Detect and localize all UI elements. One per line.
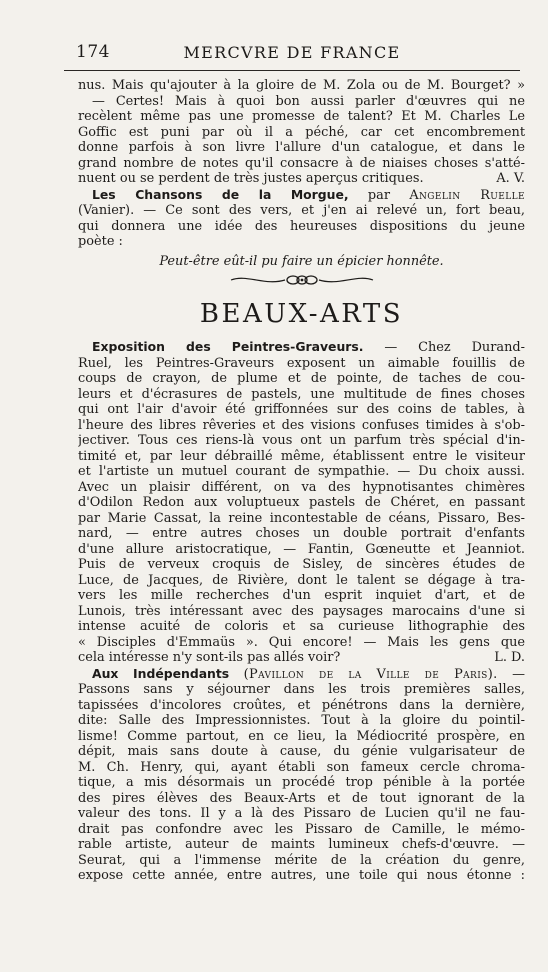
text-line: Goffic est puni par où il a péché, car cet encombrement: [78, 124, 525, 140]
review-heading-line: [78, 339, 525, 356]
text-line: Ruel, les Peintres-Graveurs exposent un aimable fouillis de: [78, 355, 525, 371]
text-line: expose cette année, entre autres, une toile qui nous étonne :: [78, 868, 525, 883]
review-title: Exposition des Peintres-Graveurs.: [92, 339, 364, 354]
text-line: et l'artiste un mutuel courant de sympathie. — Du choix aussi.: [78, 464, 525, 479]
text-line: poète :: [78, 234, 123, 249]
text-line: d'une allure aristocratique, — Fantin, Gœneutte et Jeanniot.: [78, 541, 525, 557]
text-line: lisme! Comme partout, en ce lieu, la Médiocrité prospère, en: [78, 728, 525, 744]
text-line: dite: Salle des Impressionnistes. Tout à la gloire du pointil-: [78, 713, 525, 728]
text-line: tapissées d'incolores croûtes, et pénétrons dans la dernière,: [78, 697, 525, 713]
review-author: Angelin Ruelle: [409, 187, 525, 203]
text-line: qui ont l'air d'avoir été griffonnées sur des coins de tables, à: [78, 402, 525, 417]
text-line: nuent ou se perdent de très justes aperçus critiques.: [78, 171, 424, 186]
running-title: MERCVRE DE FRANCE: [183, 43, 401, 62]
review-title: Les Chansons de la Morgue,: [92, 186, 349, 202]
text-line: cela intéresse n'y sont-ils pas allés voir?: [78, 650, 341, 665]
text-line: Seurat, qui a l'immense mérite de la création du genre,: [78, 852, 525, 868]
text-line: recèlent même pas une promesse de talent? Et M. Charles Le: [78, 109, 525, 124]
text-line: Puis de verveux croquis de Sisley, de sincères études de: [78, 557, 525, 572]
text-line: qui donnera une idée des heureuses dispositions du jeune: [78, 218, 525, 234]
text-line: drait pas confondre avec les Pissaro de Camille, le mémo-: [78, 821, 525, 837]
text-line: vers les mille recherches d'un esprit inquiet d'art, et de: [78, 588, 525, 603]
text-line: M. Ch. Henry, qui, ayant établi son fameux cercle chroma-: [78, 759, 525, 775]
text-line-signed: [78, 650, 525, 666]
page-number: 174: [76, 42, 110, 62]
quoted-verse: Peut-être eût-il pu faire un épicier honnête.: [159, 253, 444, 269]
text-line: intense acuité de coloris et sa curieuse lithographie des: [78, 619, 525, 634]
review-heading-line: [78, 666, 525, 683]
review-exposition: [78, 339, 525, 666]
text-line: valeur des tons. Il y a là des Pissaro de Lucien qu'il ne fau-: [78, 806, 525, 821]
author-signature: L. D.: [494, 650, 525, 665]
text-line: leurs et d'écrasures de pastels, une multitude de fines choses: [78, 386, 525, 402]
text-line: Luce, de Jacques, de Rivière, dont le talent se dégage à tra-: [78, 572, 525, 588]
intro-paragraph: [78, 78, 525, 187]
flourish-icon: [227, 273, 377, 287]
ornament-divider: [78, 273, 525, 289]
text-line: tique, a mis désormais un procédé trop pénible à la portée: [78, 775, 525, 790]
text-line: « Disciples d'Emmaüs ». Qui encore! — Mais les gens que: [78, 634, 525, 650]
text-line: dépit, mais sans doute à cause, du génie vulgarisateur de: [78, 744, 525, 759]
review-independants: [78, 666, 525, 884]
text-line: donne parfois à son livre l'allure d'un catalogue, et dans le: [78, 140, 525, 155]
text-line: Passons sans y séjourner dans les trois premières salles,: [78, 682, 525, 697]
text-line: grand nombre de notes qu'il consacre à de niaises choses s'atté-: [78, 155, 525, 171]
text-fragment: — Chez Durand-: [384, 340, 525, 355]
review-chansons: [78, 187, 525, 270]
page-body: [78, 78, 525, 884]
text-line: timité et, par leur débraillé même, établissent entre le visiteur: [78, 448, 525, 464]
text-line: nus. Mais qu'ajouter à la gloire de M. Zola ou de M. Bourget? »: [78, 78, 525, 93]
review-by: par: [367, 187, 391, 203]
page-header: [64, 40, 520, 71]
text-line: des pires élèves des Beaux-Arts et de tout ignorant de la: [78, 790, 525, 806]
text-fragment: —: [497, 666, 525, 682]
text-line: Lunois, très intéressant avec des paysages marocains d'une si: [78, 603, 525, 619]
review-heading-line: [78, 187, 525, 204]
text-line: — Certes! Mais à quoi bon aussi parler d'œuvres qui ne: [92, 93, 525, 109]
section-title: BEAUX-ARTS: [199, 299, 404, 329]
text-line: rable artiste, auteur de maints lumineux chefs-d'œuvre. —: [78, 837, 525, 852]
text-line-signed: [78, 171, 525, 187]
text-line: nard, — entre autres choses un double portrait d'enfants: [78, 526, 525, 541]
review-title: Aux Indépendants: [92, 665, 230, 681]
author-signature: A. V.: [496, 171, 525, 186]
text-line: d'Odilon Redon aux voluptueux pastels de Chéret, en passant: [78, 495, 525, 510]
review-venue: (Pavillon de la Ville de Paris).: [243, 666, 498, 682]
text-line: Avec un plaisir différent, on va des hypnotisantes chimères: [78, 479, 525, 495]
text-line: (Vanier). — Ce sont des vers, et j'en ai relevé un, fort beau,: [78, 203, 525, 218]
text-line: jectiver. Tous ces riens-là vous ont un parfum très spécial d'in-: [78, 433, 525, 448]
text-line: par Marie Cassat, la reine incontestable de céans, Pissaro, Bes-: [78, 510, 525, 526]
text-line: l'heure des libres rêveries et des visions confuses timides à s'ob-: [78, 417, 525, 433]
text-line: coups de crayon, de plume et de pointe, de taches de cou-: [78, 371, 525, 386]
